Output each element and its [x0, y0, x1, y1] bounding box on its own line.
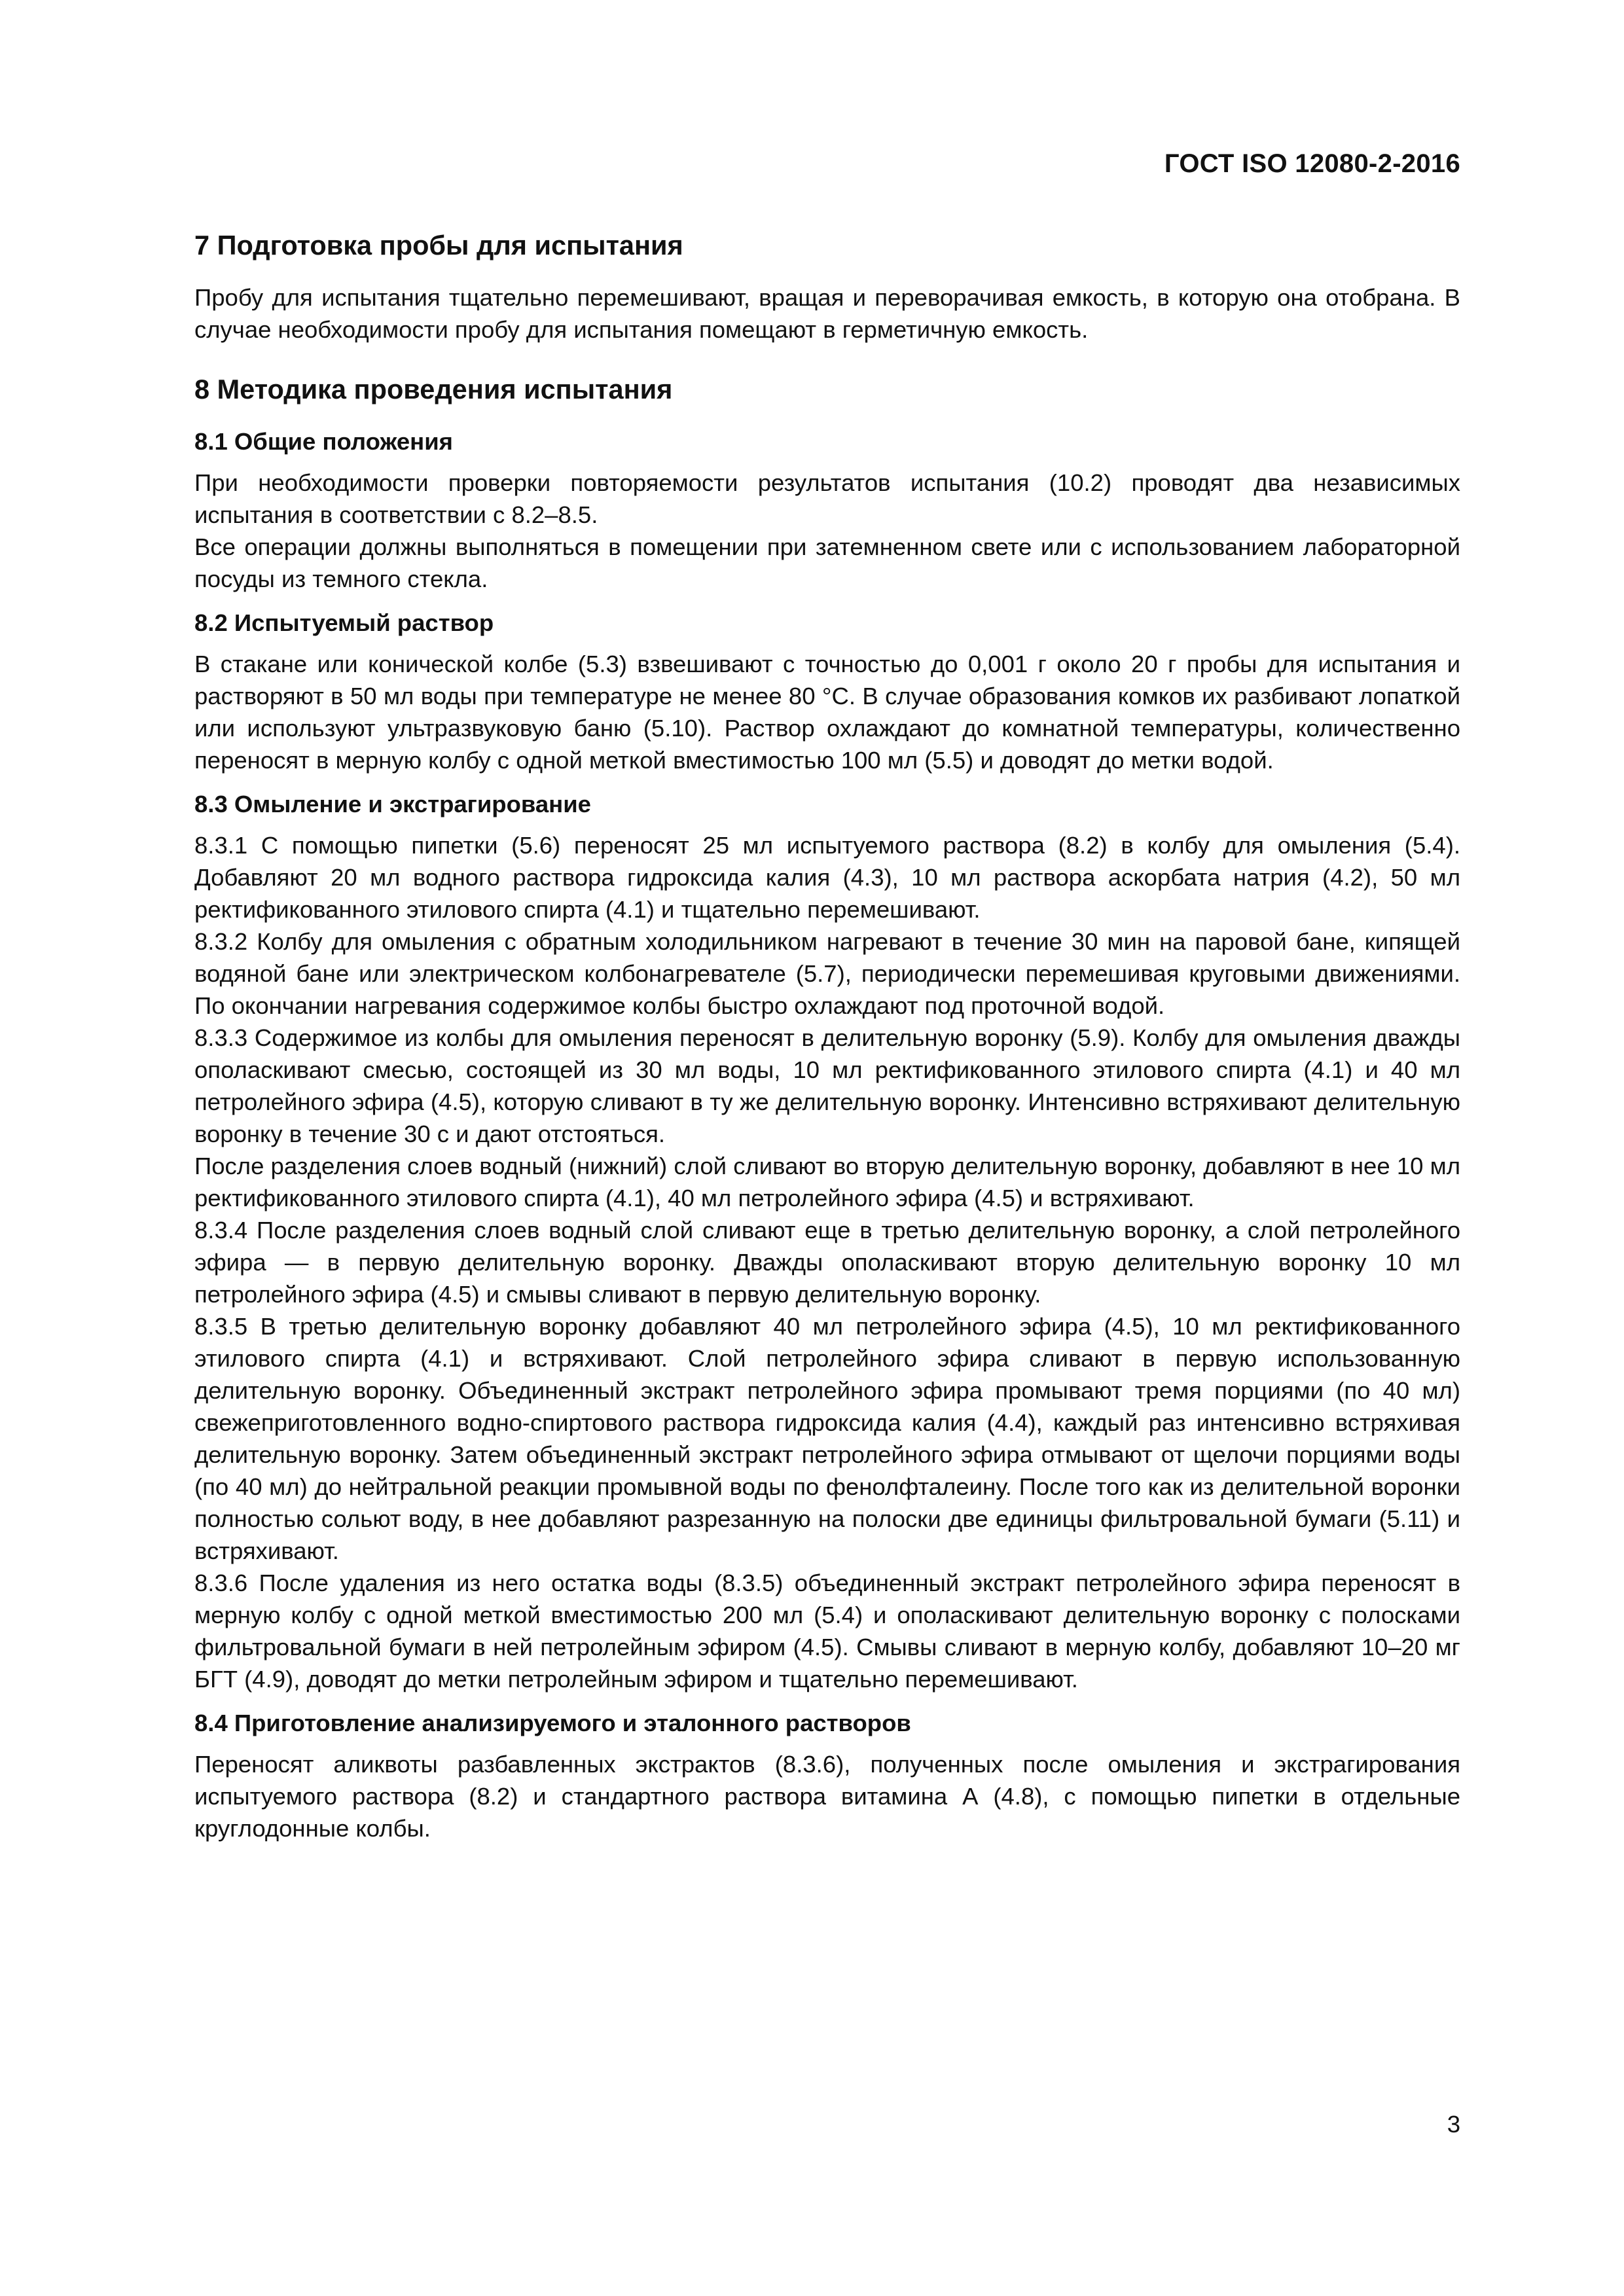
page-number: 3 [1447, 2111, 1460, 2138]
section-8-3-2-paragraph: 8.3.2 Колбу для омыления с обратным холодильником нагревают в течение 30 мин на паровой бане, кипящей водяной бане или электрическом колбонагревателе (5.7), периодически перемешивая круговыми движениями. По окончании нагревания содержимое колбы быстро охлаждают под проточной водой. [194, 928, 1460, 1019]
section-8-3-4-paragraph: 8.3.4 После разделения слоев водный слой сливают еще в третью делительную воронку, а слой петролейного эфира — в первую делительную воронку. Дважды ополаскивают вторую делительную воронку 10 мл петролейного эфира (4.5) и смывы сливают в первую делительную воронку. [194, 1217, 1460, 1308]
section-8-1-paragraph-2: Все операции должны выполняться в помещении при затемненном свете или с использованием лабораторной посуды из темного стекла. [194, 533, 1460, 592]
section-8-title: 8 Методика проведения испытания [194, 374, 673, 404]
standard-designation: ГОСТ ISO 12080-2-2016 [1164, 149, 1460, 178]
section-8-2-paragraph: В стакане или конической колбе (5.3) взвешивают с точностью до 0,001 г около 20 г пробы для испытания и растворяют в 50 мл воды при температуре не менее 80 °С. В случае образования комков их разбивают лопаткой или используют ультразвуковую баню (5.10). Раствор охлаждают до комнатной температуры, количественно переносят в мерную колбу с одной меткой вместимостью 100 мл (5.5) и доводят до метки водой. [194, 651, 1460, 774]
section-8-2-title: 8.2 Испытуемый раствор [194, 609, 494, 636]
section-8-3-5-paragraph: 8.3.5 В третью делительную воронку добавляют 40 мл петролейного эфира (4.5), 10 мл ректификованного этилового спирта (4.1) и встряхивают. Слой петролейного эфира сливают в первую использованную делительную воронку. Объединенный экстракт петролейного эфира промывают тремя порциями (по 40 мл) свежеприготовленного водно-спиртового раствора гидроксида калия (4.4), каждый раз интенсивно встряхивая делительную воронку. Затем объединенный экстракт петролейного эфира отмывают от щелочи порциями воды (по 40 мл) до нейтральной реакции промывной воды по фенолфталеину. После того как из делительной воронки полностью сольют воду, в нее добавляют разрезанную на полоски две единицы фильтровальной бумаги (5.11) и встряхивают. [194, 1313, 1460, 1564]
section-8-4-title: 8.4 Приготовление анализируемого и эталонного растворов [194, 1710, 911, 1736]
document-body [194, 228, 1460, 1844]
section-8-3-title: 8.3 Омыление и экстрагирование [194, 791, 591, 817]
section-8-1-title: 8.1 Общие положения [194, 428, 453, 455]
section-8-3-3-continuation: После разделения слоев водный (нижний) слой сливают во вторую делительную воронку, добавляют в нее 10 мл ректификованного этилового спирта (4.1), 40 мл петролейного эфира (4.5) и встряхивают. [194, 1153, 1460, 1211]
section-8-3-6-paragraph: 8.3.6 После удаления из него остатка воды (8.3.5) объединенный экстракт петролейного эфира переносят в мерную колбу с одной меткой вместимостью 200 мл (5.4) и ополаскивают делительную воронку с полосками фильтровальной бумаги в ней петролейным эфиром (4.5). Смывы сливают в мерную колбу, добавляют 10–20 мг БГТ (4.9), доводят до метки петролейным эфиром и тщательно перемешивают. [194, 1570, 1460, 1693]
section-7-paragraph: Пробу для испытания тщательно перемешивают, вращая и переворачивая емкость, в которую она отобрана. В случае необходимости пробу для испытания помещают в герметичную емкость. [194, 284, 1460, 343]
section-8-4-paragraph: Переносят аликвоты разбавленных экстрактов (8.3.6), полученных после омыления и экстрагирования испытуемого раствора (8.2) и стандартного раствора витамина А (4.8), с помощью пипетки в отдельные круглодонные колбы. [194, 1751, 1460, 1842]
section-8-3-3-paragraph: 8.3.3 Содержимое из колбы для омыления переносят в делительную воронку (5.9). Колбу для омыления дважды ополаскивают смесью, состоящей из 30 мл воды, 10 мл ректификованного этилового спирта (4.1) и 40 мл петролейного эфира (4.5), которую сливают в ту же делительную воронку. Интенсивно встряхивают делительную воронку в течение 30 с и дают отстояться. [194, 1024, 1460, 1147]
section-8-1-paragraph-1: При необходимости проверки повторяемости результатов испытания (10.2) проводят два независимых испытания в соответствии с 8.2–8.5. [194, 469, 1460, 528]
section-7-title: 7 Подготовка пробы для испытания [194, 230, 683, 260]
section-8-3-1-paragraph: 8.3.1 С помощью пипетки (5.6) переносят 25 мл испытуемого раствора (8.2) в колбу для омыления (5.4). Добавляют 20 мл водного раствора гидроксида калия (4.3), 10 мл раствора аскорбата натрия (4.2), 50 мл ректификованного этилового спирта (4.1) и тщательно перемешивают. [194, 832, 1460, 923]
